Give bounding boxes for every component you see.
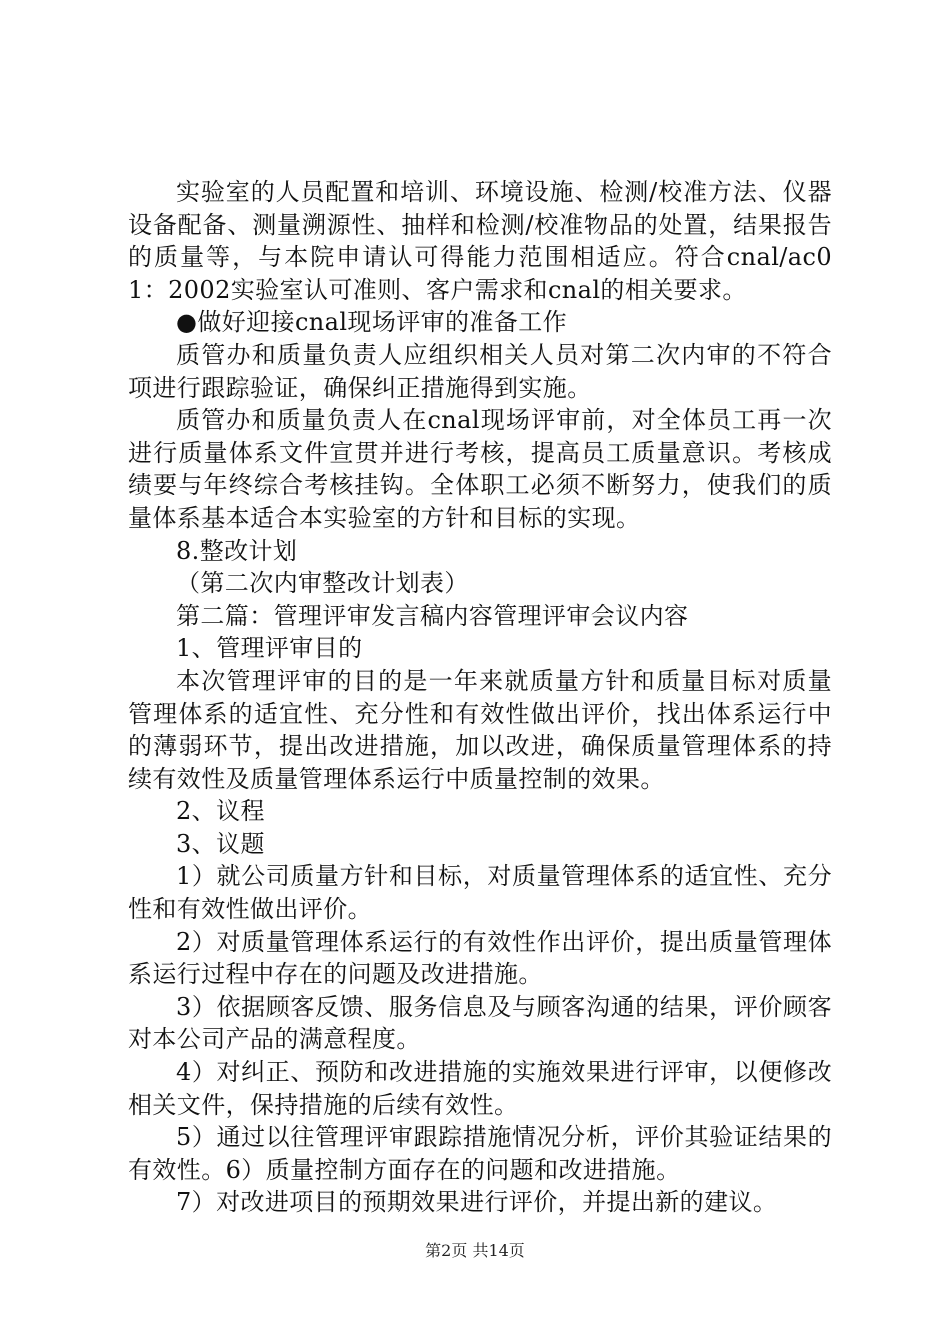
paragraph-4: 质管办和质量负责人在cnal现场评审前，对全体员工再一次进行质量体系文件宣贯并进行考核，提高员工质量意识。考核成绩要与年终综合考核挂钩。全体职工必须不断努力，使我们的质量体系基本适合本实验室的方针和目标的实现。 bbox=[128, 406, 832, 532]
paragraph-6: （第二次内审整改计划表） bbox=[176, 569, 469, 598]
paragraph-13: 2）对质量管理体系运行的有效性作出评价，提出质量管理体系运行过程中存在的问题及改进措施。 bbox=[128, 927, 832, 989]
paragraph-14: 3）依据顾客反馈、服务信息及与顾客沟通的结果，评价顾客对本公司产品的满意程度。 bbox=[128, 992, 832, 1054]
paragraph-2-heading: ●做好迎接cnal现场评审的准备工作 bbox=[176, 308, 568, 337]
paragraph-3: 质管办和质量负责人应组织相关人员对第二次内审的不符合项进行跟踪验证，确保纠正措施得到实施。 bbox=[128, 340, 832, 402]
paragraph-8-heading: 1、管理评审目的 bbox=[176, 634, 363, 663]
paragraph-12: 1）就公司质量方针和目标，对质量管理体系的适宜性、充分性和有效性做出评价。 bbox=[128, 862, 832, 924]
page-number-footer: 第2页 共14页 bbox=[425, 1241, 525, 1260]
paragraph-1: 实验室的人员配置和培训、环境设施、检测/校准方法、仪器设备配备、测量溯源性、抽样和检测/校准物品的处置，结果报告的质量等，与本院申请认可得能力范围相适应。符合cnal/ac01：2002实验室认可准则、客户需求和cnal的相关要求。 bbox=[128, 178, 832, 304]
paragraph-9: 本次管理评审的目的是一年来就质量方针和质量目标对质量管理体系的适宜性、充分性和有效性做出评价，找出体系运行中的薄弱环节，提出改进措施，加以改进，确保质量管理体系的持续有效性及质量管理体系运行中质量控制的效果。 bbox=[128, 666, 832, 793]
paragraph-5-heading: 8.整改计划 bbox=[176, 536, 298, 565]
paragraph-11-heading: 3、议题 bbox=[176, 829, 265, 858]
document-body bbox=[128, 176, 832, 1219]
paragraph-7-heading: 第二篇：管理评审发言稿内容管理评审会议内容 bbox=[176, 601, 689, 630]
paragraph-15: 4）对纠正、预防和改进措施的实施效果进行评审，以便修改相关文件，保持措施的后续有效性。 bbox=[128, 1058, 832, 1119]
paragraph-16: 5）通过以往管理评审跟踪措施情况分析，评价其验证结果的有效性。6）质量控制方面存在的问题和改进措施。 bbox=[128, 1123, 832, 1184]
paragraph-10-heading: 2、议程 bbox=[176, 797, 265, 826]
paragraph-17: 7）对改进项目的预期效果进行评价，并提出新的建议。 bbox=[176, 1188, 778, 1217]
